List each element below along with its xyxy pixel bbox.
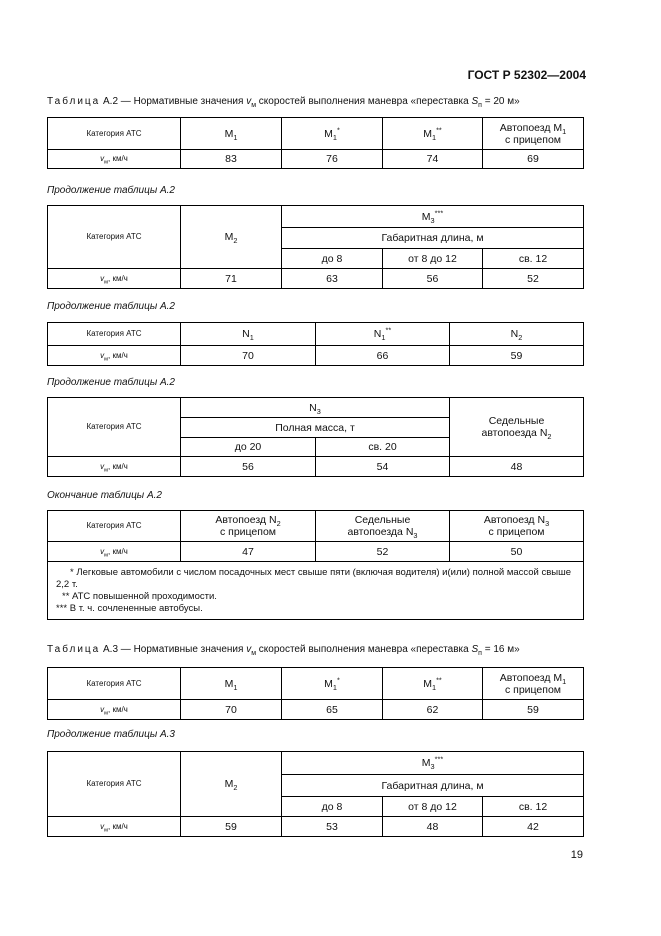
length-range: от 8 до 12 bbox=[383, 797, 483, 817]
value-cell: 65 bbox=[282, 700, 383, 720]
mass-range: св. 20 bbox=[316, 438, 450, 457]
length-range: св. 12 bbox=[483, 249, 584, 269]
value-cell: 63 bbox=[282, 269, 383, 289]
category-label: Категория АТС bbox=[48, 752, 181, 817]
table-a2-caption: Таблица А.2 — Нормативные значения $v_м$ скоростей выполнения маневра «переставка $S_п = 20$ м» bbox=[47, 96, 520, 109]
col-m1-star: $M_1^*$ bbox=[282, 668, 383, 700]
note-2: ** АТС повышенной проходимости. bbox=[62, 590, 217, 602]
col-roadtrain-n2: Автопоезд $N_2$ с прицепом bbox=[181, 511, 316, 542]
overall-length-header: Габаритная длина, м bbox=[282, 775, 584, 797]
length-range: до 8 bbox=[282, 249, 383, 269]
value-cell: 48 bbox=[450, 457, 584, 477]
col-semitrailer-n2: Седельные автопоезда $N_2$ bbox=[450, 398, 584, 457]
value-cell: 56 bbox=[181, 457, 316, 477]
col-m1-2star: $M_1^{**}$ bbox=[383, 118, 483, 150]
col-roadtrain-m1: Автопоезд $M_1$ с прицепом bbox=[483, 118, 584, 150]
table-a2-part1 bbox=[47, 117, 584, 169]
col-n3: $N_3$ bbox=[181, 398, 450, 418]
speed-label: $v_м$, км/ч bbox=[48, 700, 181, 720]
value-cell: 53 bbox=[282, 817, 383, 837]
continuation-label: Продолжение таблицы А.2 bbox=[47, 377, 175, 388]
col-n2: $N_2$ bbox=[450, 323, 584, 346]
value-cell: 48 bbox=[383, 817, 483, 837]
speed-label: $v_м$, км/ч bbox=[48, 346, 181, 366]
page-number: 19 bbox=[570, 849, 583, 861]
category-label: Категория АТС bbox=[48, 511, 181, 542]
col-n1-2star: $N_1^{**}$ bbox=[316, 323, 450, 346]
continuation-label: Продолжение таблицы А.3 bbox=[47, 729, 175, 740]
value-cell: 70 bbox=[181, 346, 316, 366]
value-cell: 59 bbox=[483, 700, 584, 720]
value-cell: 56 bbox=[383, 269, 483, 289]
table-a2-part5 bbox=[47, 510, 584, 620]
value-cell: 47 bbox=[181, 542, 316, 562]
length-range: от 8 до 12 bbox=[383, 249, 483, 269]
col-roadtrain-m1: Автопоезд $M_1$ с прицепом bbox=[483, 668, 584, 700]
value-cell: 74 bbox=[383, 150, 483, 169]
continuation-label: Продолжение таблицы А.2 bbox=[47, 301, 175, 312]
table-a2-part4 bbox=[47, 397, 584, 477]
col-m3: $M_3^{***}$ bbox=[282, 752, 584, 775]
category-label: Категория АТС bbox=[48, 118, 181, 150]
length-range: до 8 bbox=[282, 797, 383, 817]
col-m3: $M_3^{***}$ bbox=[282, 206, 584, 228]
overall-length-header: Габаритная длина, м bbox=[282, 228, 584, 249]
value-cell: 59 bbox=[181, 817, 282, 837]
length-range: св. 12 bbox=[483, 797, 584, 817]
col-m1-2star: $M_1^{**}$ bbox=[383, 668, 483, 700]
value-cell: 50 bbox=[450, 542, 584, 562]
value-cell: 52 bbox=[316, 542, 450, 562]
value-cell: 59 bbox=[450, 346, 584, 366]
table-a3-caption: Таблица А.3 — Нормативные значения $v_м$ скоростей выполнения маневра «переставка $S_п = 16$ м» bbox=[47, 644, 520, 657]
value-cell: 83 bbox=[181, 150, 282, 169]
category-label: Категория АТС bbox=[48, 323, 181, 346]
value-cell: 70 bbox=[181, 700, 282, 720]
speed-label: $v_м$, км/ч bbox=[48, 817, 181, 837]
category-label: Категория АТС bbox=[48, 398, 181, 457]
speed-label: $v_м$, км/ч bbox=[48, 457, 181, 477]
col-n1: $N_1$ bbox=[181, 323, 316, 346]
gross-mass-header: Полная масса, т bbox=[181, 418, 450, 438]
table-a2-part3 bbox=[47, 322, 584, 366]
category-label: Категория АТС bbox=[48, 668, 181, 700]
continuation-label: Продолжение таблицы А.2 bbox=[47, 185, 175, 196]
end-label: Окончание таблицы А.2 bbox=[47, 490, 162, 501]
mass-range: до 20 bbox=[181, 438, 316, 457]
value-cell: 52 bbox=[483, 269, 584, 289]
col-m2: $M_2$ bbox=[181, 752, 282, 817]
table-a3-part1 bbox=[47, 667, 584, 720]
col-m1-star: $M_1^*$ bbox=[282, 118, 383, 150]
value-cell: 42 bbox=[483, 817, 584, 837]
category-label: Категория АТС bbox=[48, 206, 181, 269]
speed-label: $v_м$, км/ч bbox=[48, 269, 181, 289]
value-cell: 69 bbox=[483, 150, 584, 169]
note-1: * Легковые автомобили с числом посадочных мест свыше пяти (включая водителя) и(или) полной массой свыше 2,2 т. bbox=[56, 566, 572, 590]
col-roadtrain-n3: Автопоезд $N_3$ с прицепом bbox=[450, 511, 584, 542]
table-a3-part2 bbox=[47, 751, 584, 837]
col-semitrailer-n3: Седельные автопоезда $N_3$ bbox=[316, 511, 450, 542]
value-cell: 54 bbox=[316, 457, 450, 477]
table-notes bbox=[48, 562, 584, 620]
col-m1: $M_1$ bbox=[181, 668, 282, 700]
speed-label: $v_м$, км/ч bbox=[48, 150, 181, 169]
value-cell: 62 bbox=[383, 700, 483, 720]
value-cell: 76 bbox=[282, 150, 383, 169]
col-m2: $M_2$ bbox=[181, 206, 282, 269]
table-a2-part2 bbox=[47, 205, 584, 289]
document-number: ГОСТ Р 52302—2004 bbox=[467, 68, 586, 82]
speed-label: $v_м$, км/ч bbox=[48, 542, 181, 562]
value-cell: 71 bbox=[181, 269, 282, 289]
value-cell: 66 bbox=[316, 346, 450, 366]
col-m1: $M_1$ bbox=[181, 118, 282, 150]
note-3: *** В т. ч. сочлененные автобусы. bbox=[56, 602, 203, 614]
